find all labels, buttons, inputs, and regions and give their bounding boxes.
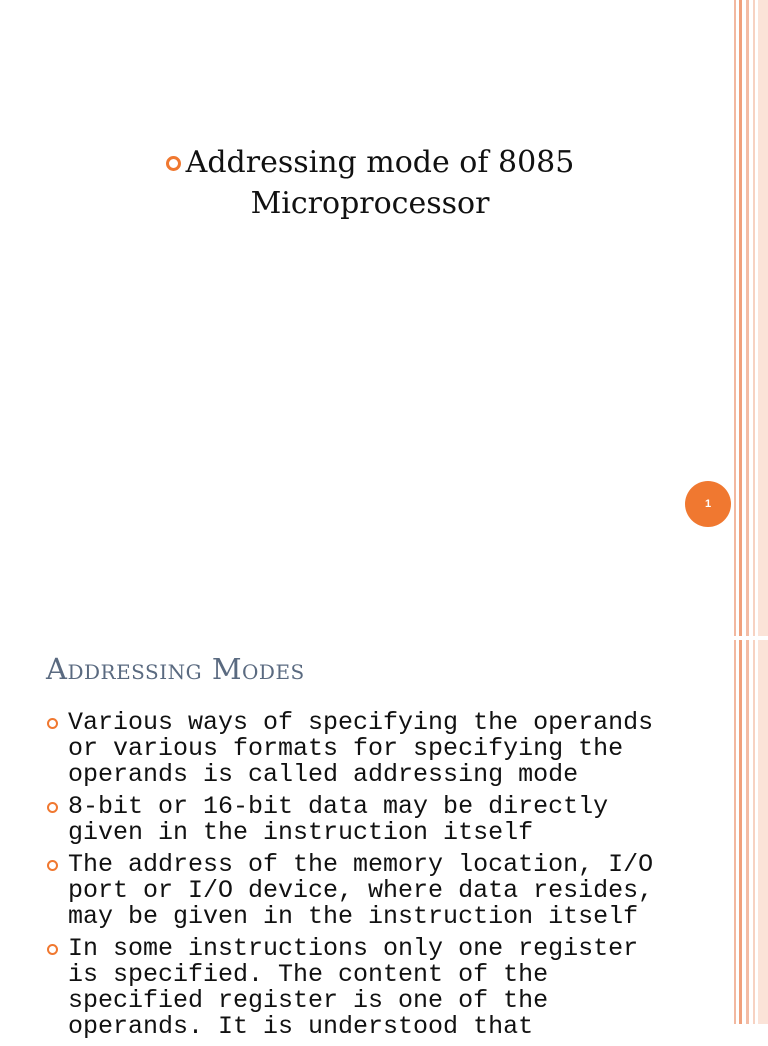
title-line-2: Microprocessor (250, 186, 490, 221)
orange-ring-bullet-icon (47, 860, 58, 871)
title-line-1-row (140, 142, 600, 183)
stripe (734, 640, 736, 1024)
list-item (46, 710, 666, 788)
bullet-text: Various ways of specifying the operands or various formats for specifying the operands is called addressing mode (68, 708, 654, 789)
orange-ring-bullet-icon (47, 802, 58, 813)
bullet-text: In some instructions only one register is specified. The content of the specified register is one of the operands. It is understood that (68, 934, 639, 1041)
stripe (753, 0, 755, 640)
bullet-text: The address of the memory location, I/O port or I/O device, where data resides, may be given in the instruction itself (68, 850, 654, 931)
bullet-text: 8-bit or 16-bit data may be directly given in the instruction itself (68, 792, 609, 847)
title-line-1: Addressing mode of 8085 (185, 145, 575, 180)
stripe (739, 640, 742, 1024)
stripe (746, 0, 749, 640)
decorative-stripes (734, 640, 768, 1024)
slide-title (140, 142, 600, 224)
bullet-list (46, 710, 666, 1046)
stripe (739, 0, 742, 640)
orange-ring-bullet-icon (47, 944, 58, 955)
stripe (753, 640, 755, 1024)
decorative-stripes (734, 0, 768, 640)
orange-ring-bullet-icon (47, 718, 58, 729)
orange-ring-bullet-icon (166, 156, 181, 171)
list-item (46, 794, 666, 846)
page-number-badge: 1 (685, 481, 731, 527)
stripe (734, 0, 736, 640)
slide-heading: Addressing Modes (46, 652, 305, 686)
list-item (46, 936, 666, 1040)
stripe (758, 640, 768, 1024)
stripe (746, 640, 749, 1024)
stripe (758, 0, 768, 640)
slide-2 (0, 640, 768, 1041)
list-item (46, 852, 666, 930)
